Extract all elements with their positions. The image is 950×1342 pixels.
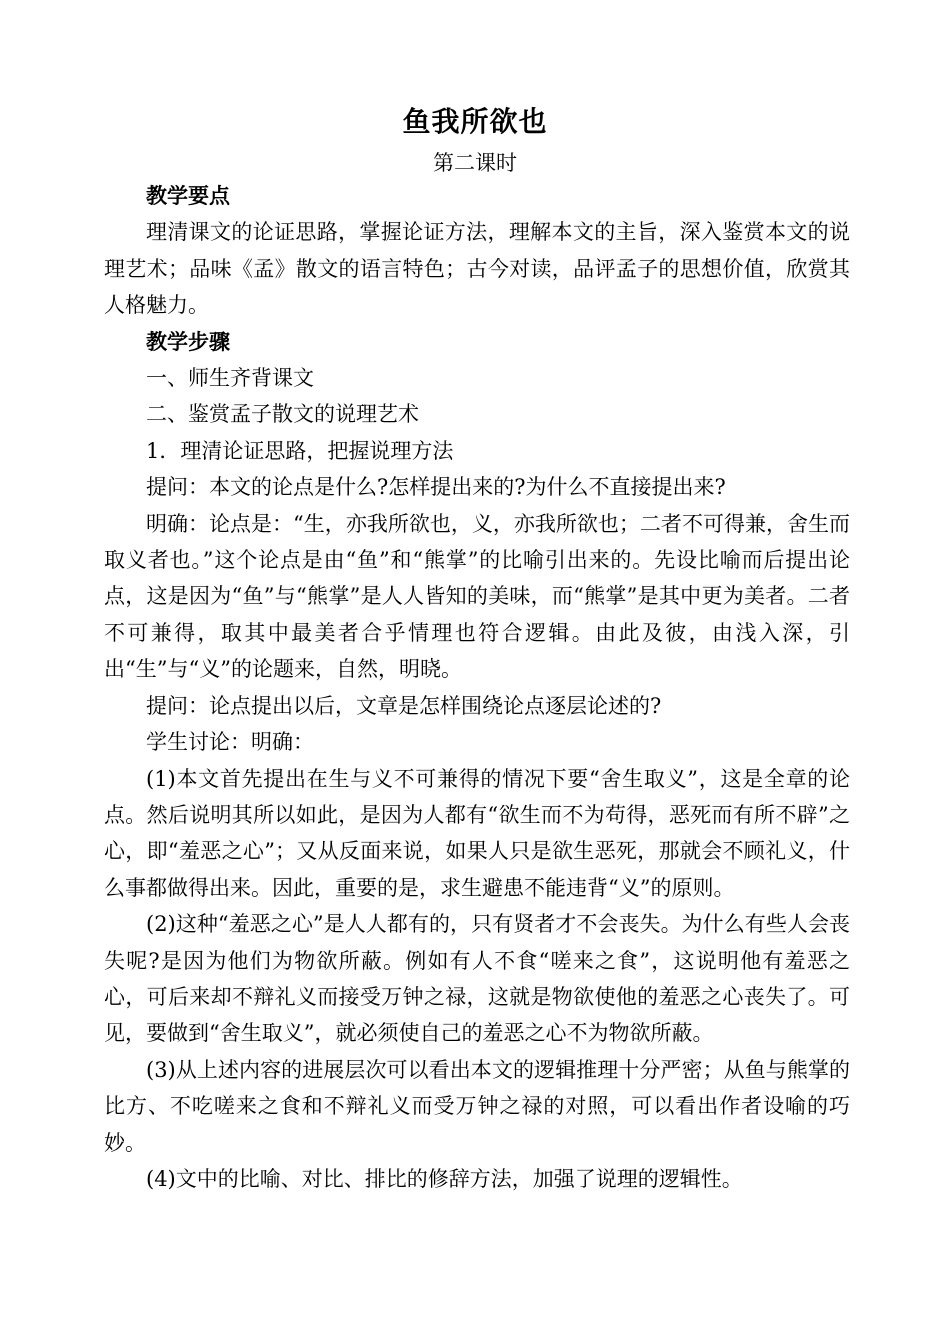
- section-heading-teaching-points: 教学要点: [146, 183, 230, 208]
- step-one: 一、师生齐背课文: [146, 366, 314, 391]
- question-two: 提问：论点提出以后，文章是怎样围绕论点逐层论述的?: [146, 693, 662, 718]
- answer-one: 明确：论点是：“生，亦我所欲也，义，亦我所欲也；二者不可得兼，舍生而取义者也。”这个论点是由“鱼”和“熊掌”的比喻引出来的。先设比喻而后提出论点，这是因为“鱼”与“熊掌”是人人皆知的美味，而“熊掌”是其中更为美者。二者不可兼得，取其中最美者合乎情理也符合逻辑。由此及彼，由浅入深，引出“生”与“义”的论题来，自然，明晓。: [104, 511, 850, 682]
- document-title: 鱼我所欲也: [402, 105, 548, 138]
- document-subtitle: 第二课时: [433, 151, 517, 175]
- question-one: 提问：本文的论点是什么?怎样提出来的?为什么不直接提出来?: [146, 475, 726, 500]
- step-two-sub-one: 1．理清论证思路，把握说理方法: [146, 438, 454, 463]
- point-four: (4)文中的比喻、对比、排比的修辞方法，加强了说理的逻辑性。: [146, 1166, 743, 1191]
- point-three: (3)从上述内容的进展层次可以看出本文的逻辑推理十分严密；从鱼与熊掌的比方、不吃嗟来之食和不辩礼义而受万钟之禄的对照，可以看出作者设喻的巧妙。: [104, 1057, 850, 1155]
- point-one: (1)本文首先提出在生与义不可兼得的情况下要“舍生取义”，这是全章的论点。然后说明其所以如此，是因为人都有“欲生而不为苟得，恶死而有所不辟”之心，即“羞恶之心”；又从反面来说，如果人只是欲生恶死，那就会不顾礼义，什么事都做得出来。因此，重要的是，求生避患不能违背“义”的原则。: [104, 766, 850, 900]
- section-heading-teaching-steps: 教学步骤: [146, 328, 230, 354]
- step-two: 二、鉴赏孟子散文的说理艺术: [146, 402, 419, 427]
- teaching-points-paragraph: 理清课文的论证思路，掌握论证方法，理解本文的主旨，深入鉴赏本文的说理艺术；品味《孟》散文的语言特色；古今对读，品评孟子的思想价值，欣赏其人格魅力。: [104, 220, 850, 318]
- point-two: (2)这种“羞恶之心”是人人都有的，只有贤者才不会丧失。为什么有些人会丧失呢?是因为他们为物欲所蔽。例如有人不食“嗟来之食”，这说明他有羞恶之心，可后来却不辩礼义而接受万钟之禄，这就是物欲使他的羞恶之心丧失了。可见，要做到“舍生取义”，就必须使自己的羞恶之心不为物欲所蔽。: [104, 912, 850, 1046]
- document-body: [104, 178, 850, 1197]
- student-discussion: 学生讨论：明确：: [146, 730, 314, 755]
